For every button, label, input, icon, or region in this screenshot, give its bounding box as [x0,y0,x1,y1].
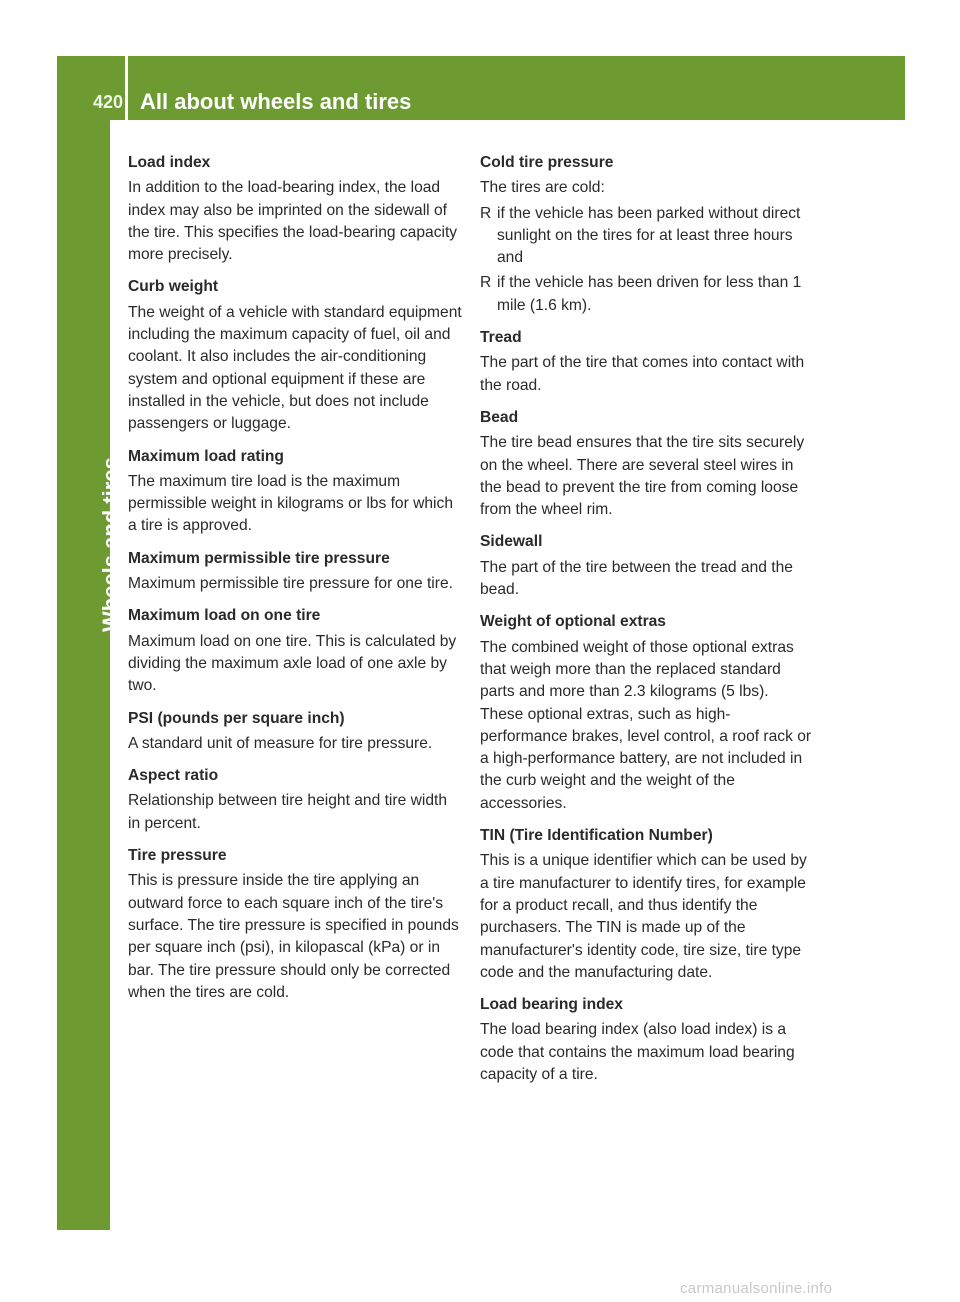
bullet-icon: R [480,204,492,222]
section-heading: Maximum permissible tire pressure [128,549,390,567]
list-item-text: if the vehicle has been driven for less than 1 mile (1.6 km). [497,274,802,314]
section-aspect-ratio [128,765,463,835]
section-heading: Load bearing index [480,996,623,1014]
section-heading: Cold tire pressure [480,154,614,171]
section-heading: Load index [128,154,211,171]
section-maximum-permissible-tire-pressure [128,548,463,596]
section-heading: Tread [480,329,522,347]
section-heading: Bead [480,408,519,426]
section-heading: Weight of optional extras [480,613,666,631]
section-text: The weight of a vehicle with standard equipment including the maximum capacity of fuel, oil and coolant. It also includes the air-conditioning system and optional equipment if these are installed in the vehicle, but does not include passengers or luggage. [128,303,462,433]
section-text: Relationship between tire height and tire width in percent. [128,792,448,832]
page-number: 420 [92,92,123,112]
section-load-index [128,152,463,266]
section-text: The part of the tire that comes into contact with the road. [480,354,805,394]
section-weight-of-optional-extras [480,611,815,815]
section-tin [480,825,815,984]
section-text: The tire bead ensures that the tire sits securely on the wheel. There are several steel wires in the bead to prevent the tire from coming loose from the wheel rim. [480,434,805,519]
section-intro: The tires are cold: [480,179,605,197]
section-text: A standard unit of measure for tire pressure. [128,734,433,752]
list-item [480,272,815,317]
section-text: The combined weight of those optional extras that weigh more than the replaced standard parts and more than 2.3 kilograms (5 lbs). These optional extras, such as high-performance brakes, level control, a roof rack or a high-performance battery, are not included in the curb weight and the weight of the accessories. [480,638,812,812]
section-tread [480,327,815,397]
section-load-bearing-index [480,994,815,1086]
section-text: Maximum load on one tire. This is calculated by dividing the maximum axle load of one axle by two. [128,632,457,695]
section-text: The load bearing index (also load index) is a code that contains the maximum load bearing capacity of a tire. [480,1021,795,1083]
chapter-tab-label: Wheels and tires [98,457,123,632]
left-column [128,152,463,1014]
section-text: The maximum tire load is the maximum permissible weight in kilograms or lbs for which a tire is approved. [128,472,453,535]
header-divider [125,56,128,120]
section-sidewall [480,531,815,601]
section-text: Maximum permissible tire pressure for one tire. [128,575,453,593]
section-maximum-load-rating [128,446,463,538]
watermark: carmanualsonline.info [680,1280,833,1297]
list-item-text: if the vehicle has been parked without direct sunlight on the tires for at least three hours and [497,204,801,267]
section-tire-pressure [128,845,463,1004]
section-text: This is pressure inside the tire applying an outward force to each square inch of the tire's surface. The tire pressure is specified in pounds per square inch (psi), in kilopascal (kPa) or in bar. The tire pressure should only be corrected when the tires are cold. [128,872,459,1001]
section-heading: Maximum load on one tire [128,607,321,625]
section-cold-tire-pressure [480,152,815,317]
right-column [480,152,815,1096]
page-title: All about wheels and tires [140,89,412,114]
section-heading: Sidewall [480,533,543,551]
list-item [480,203,815,270]
section-text: This is a unique identifier which can be used by a tire manufacturer to identify tires, for example for a product recall, and thus identify the purchasers. The TIN is made up of the manufacturer's identity code, tire size, tire type code and the manufacturing date. [480,852,807,981]
bullet-icon: R [480,274,492,292]
section-heading: PSI (pounds per square inch) [128,709,345,727]
section-text: In addition to the load-bearing index, the load index may also be imprinted on the sidewall of the tire. This specifies the load-bearing capacity more precisely. [128,179,458,264]
section-psi [128,708,463,756]
chapter-sidebar [57,120,110,1230]
section-curb-weight [128,276,463,435]
section-heading: Tire pressure [128,847,227,865]
section-heading: Curb weight [128,278,219,296]
section-heading: Aspect ratio [128,767,219,785]
section-text: The part of the tire between the tread and the bead. [480,558,793,599]
section-bead [480,407,815,521]
section-heading: Maximum load rating [128,447,284,465]
section-maximum-load-on-one-tire [128,605,463,697]
section-heading: TIN (Tire Identification Number) [480,827,713,845]
bullet-list [480,203,815,317]
